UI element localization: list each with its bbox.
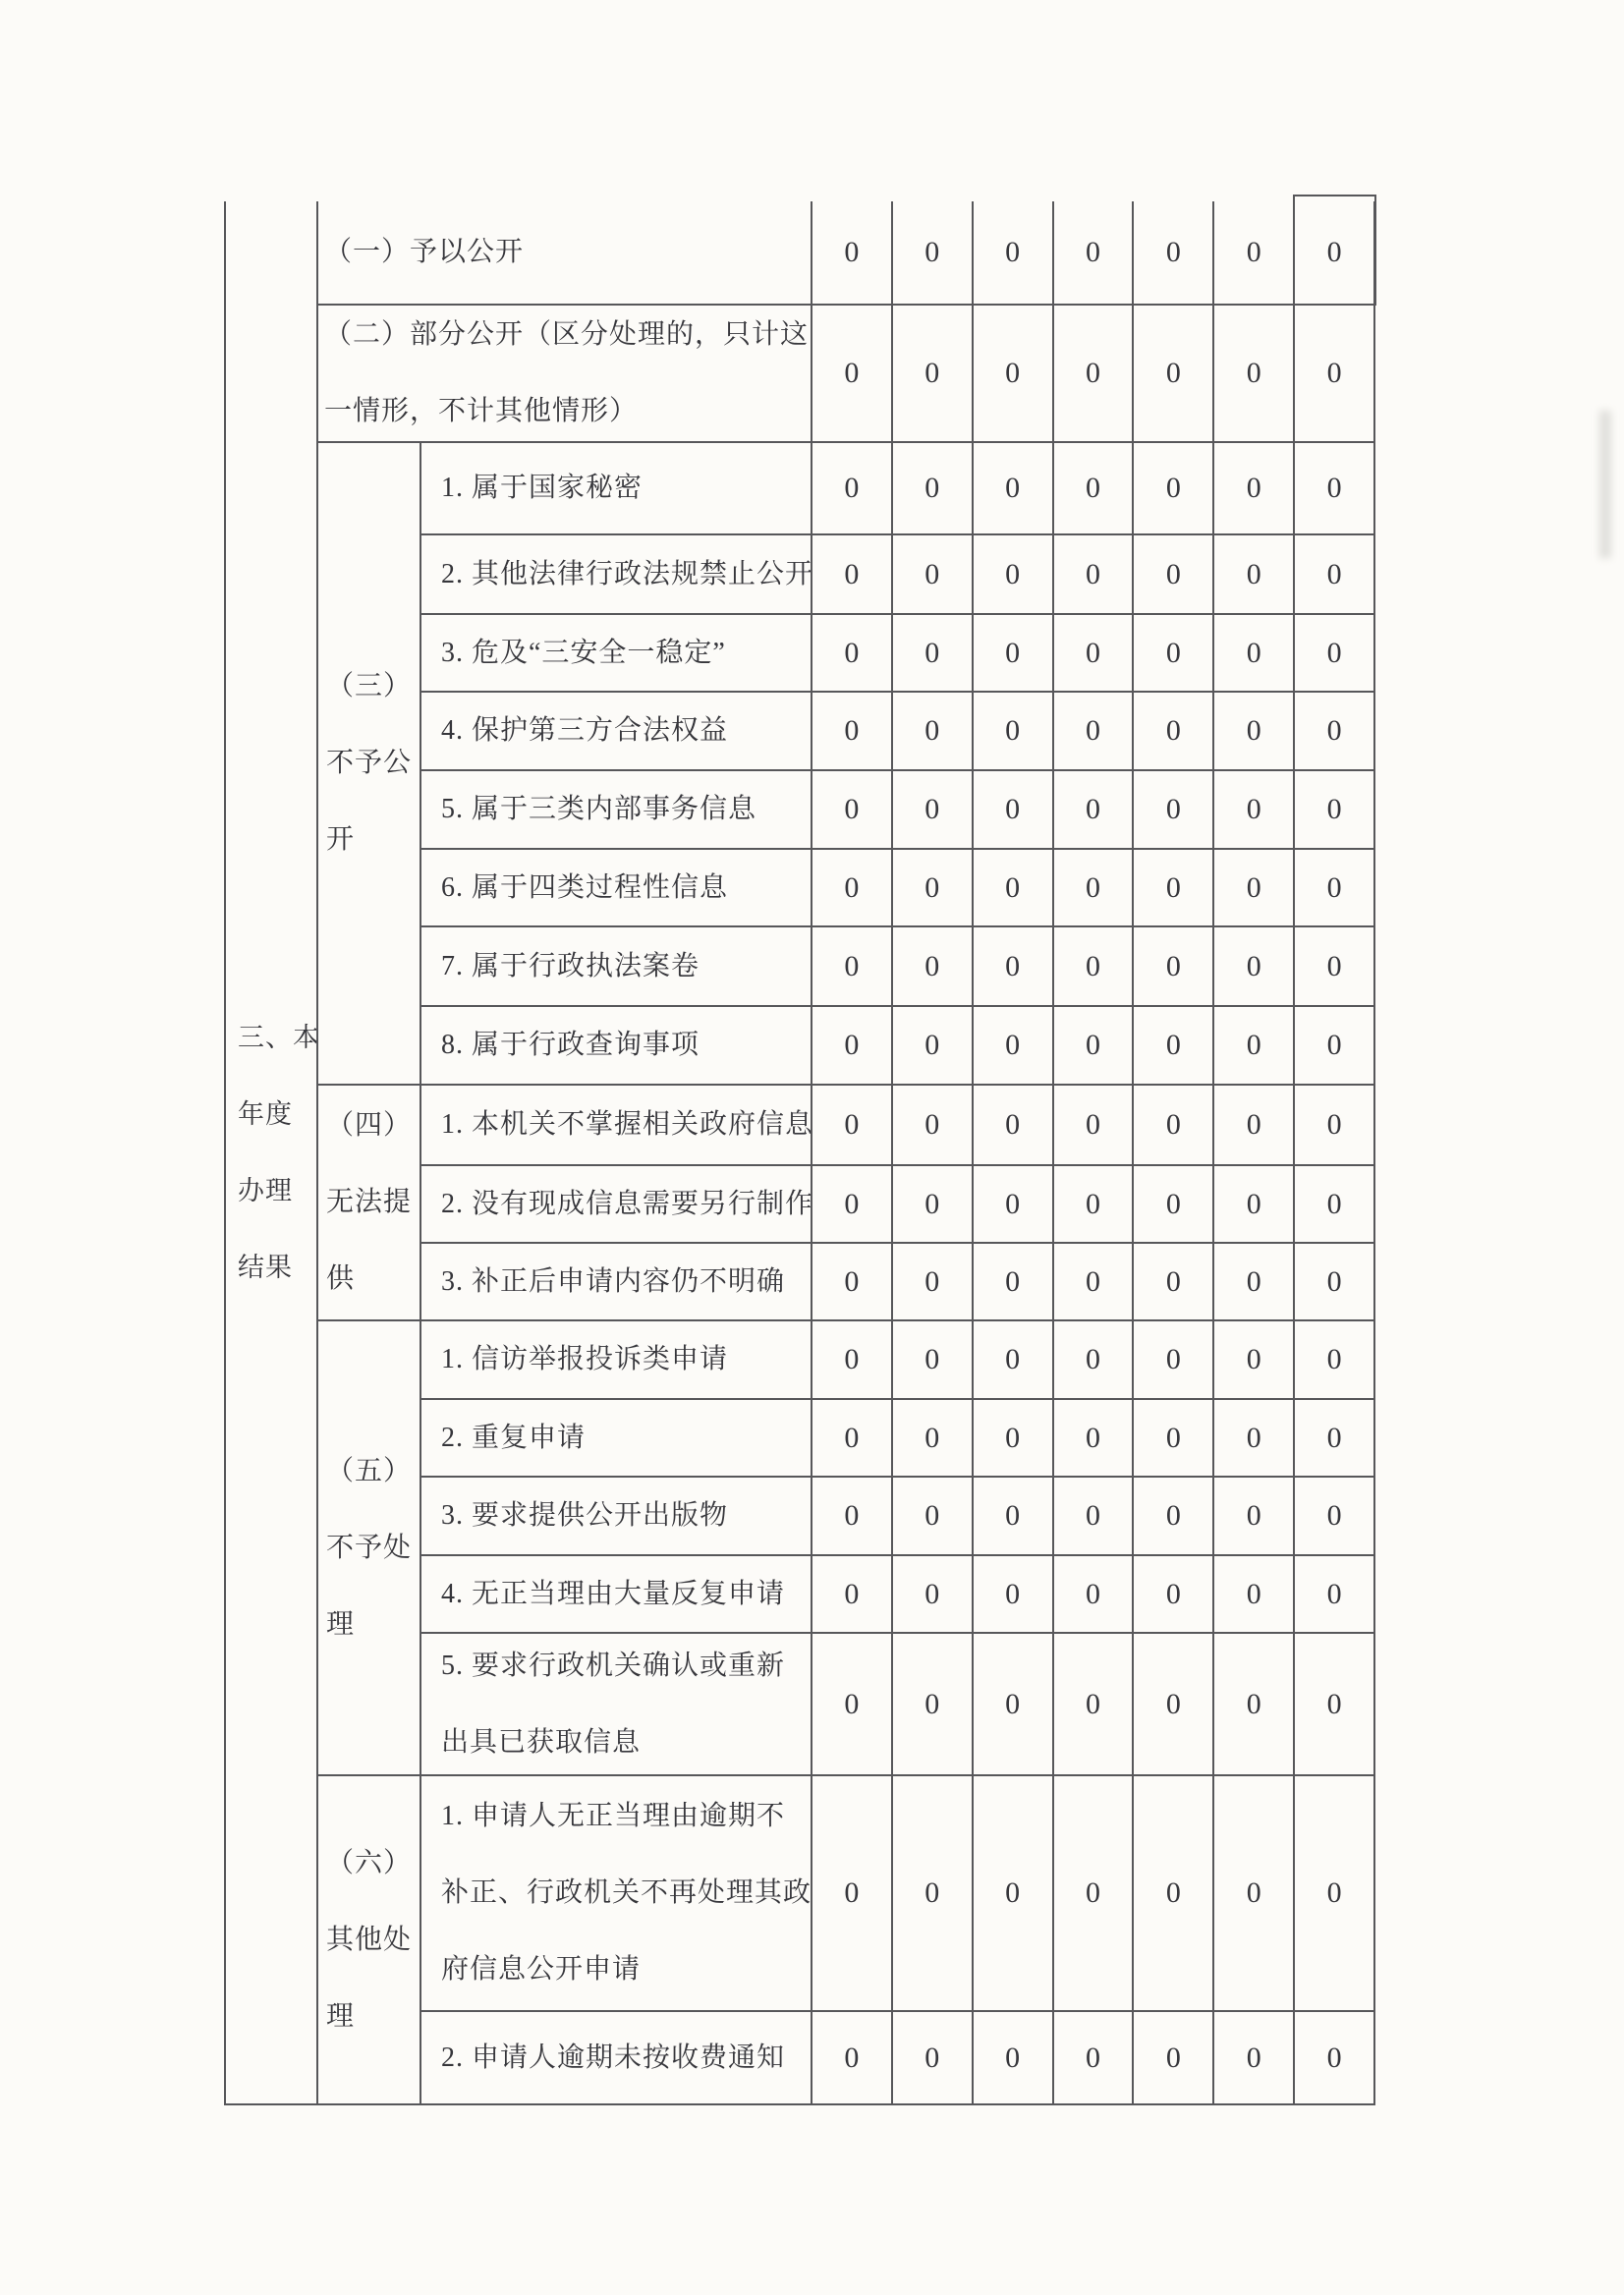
- left-header-line: 办理: [238, 1176, 293, 1205]
- value-cell: 0: [1052, 1084, 1133, 1164]
- value-cell: 0: [811, 304, 891, 441]
- value-cell: 0: [972, 613, 1052, 691]
- category-cell: [316, 441, 420, 1084]
- value-cell: 0: [972, 1476, 1052, 1554]
- value-cell: 0: [972, 1398, 1052, 1476]
- value-cell: 0: [891, 2010, 972, 2103]
- value-cell: 0: [891, 1774, 972, 2010]
- row-label-cell: [420, 1398, 811, 1476]
- row-label-cell: [420, 848, 811, 925]
- value-cell: 0: [1293, 1005, 1373, 1084]
- value-cell: 0: [1212, 1476, 1293, 1554]
- value-cell: 0: [1052, 1774, 1133, 2010]
- value-cell: 0: [1212, 1319, 1293, 1398]
- value-cell: 0: [1052, 691, 1133, 769]
- value-cell: 0: [1132, 1632, 1212, 1774]
- value-cell: 0: [1293, 304, 1373, 441]
- value-cell: 0: [891, 201, 972, 304]
- value-cell: 0: [1052, 1554, 1133, 1632]
- value-cell: 0: [811, 1242, 891, 1319]
- value-cell: 0: [1212, 1632, 1293, 1774]
- value-cell: 0: [891, 769, 972, 848]
- value-cell: 0: [972, 1554, 1052, 1632]
- value-cell: 0: [1052, 441, 1133, 533]
- value-cell: 0: [1132, 1476, 1212, 1554]
- row-label-line: 6. 属于四类过程性信息: [441, 871, 729, 903]
- value-cell: 0: [1212, 304, 1293, 441]
- value-cell: 0: [1293, 1632, 1373, 1774]
- row-label-cell: [420, 1242, 811, 1319]
- row-label-line: 5. 要求行政机关确认或重新: [441, 1650, 786, 1681]
- value-cell: 0: [1293, 769, 1373, 848]
- row-label-cell: [316, 304, 811, 441]
- value-cell: 0: [1052, 925, 1133, 1005]
- value-cell: 0: [1132, 1084, 1212, 1164]
- value-cell: 0: [1052, 1005, 1133, 1084]
- value-cell: 0: [972, 1774, 1052, 2010]
- value-cell: 0: [1132, 769, 1212, 848]
- value-cell: 0: [891, 1319, 972, 1398]
- row-label-line: 1. 属于国家秘密: [441, 473, 644, 503]
- value-cell: 0: [1132, 1242, 1212, 1319]
- value-cell: 0: [891, 1476, 972, 1554]
- value-cell: 0: [891, 691, 972, 769]
- value-cell: 0: [1132, 201, 1212, 304]
- value-cell: 0: [1052, 304, 1133, 441]
- value-cell: 0: [811, 1164, 891, 1242]
- value-cell: 0: [1212, 2010, 1293, 2103]
- category-line: 理: [326, 1608, 356, 1640]
- value-cell: 0: [891, 1005, 972, 1084]
- value-cell: 0: [1212, 691, 1293, 769]
- category-line: 开: [326, 824, 356, 855]
- value-cell: 0: [1293, 848, 1373, 925]
- value-cell: 0: [1212, 1554, 1293, 1632]
- value-cell: 0: [1132, 1164, 1212, 1242]
- value-cell: 0: [1132, 1005, 1212, 1084]
- value-cell: 0: [1132, 613, 1212, 691]
- row-label-line: 1. 信访举报投诉类申请: [441, 1344, 729, 1374]
- row-label-line: 1. 申请人无正当理由逾期不: [441, 1801, 786, 1831]
- value-cell: 0: [1212, 533, 1293, 613]
- value-cell: 0: [1212, 769, 1293, 848]
- value-cell: 0: [1132, 848, 1212, 925]
- row-label-cell: [420, 2010, 811, 2103]
- value-cell: 0: [811, 201, 891, 304]
- value-cell: 0: [1293, 2010, 1373, 2103]
- value-cell: 0: [972, 1319, 1052, 1398]
- value-cell: 0: [1293, 1476, 1373, 1554]
- row-label-line: 出具已获取信息: [441, 1726, 642, 1758]
- row-label-cell: [420, 613, 811, 691]
- value-cell: 0: [1293, 533, 1373, 613]
- value-cell: 0: [972, 769, 1052, 848]
- value-cell: 0: [1293, 1242, 1373, 1319]
- value-cell: 0: [1293, 925, 1373, 1005]
- category-line: 无法提: [326, 1187, 413, 1217]
- row-label-cell: [420, 1005, 811, 1084]
- value-cell: 0: [811, 848, 891, 925]
- row-label-line: 7. 属于行政执法案卷: [441, 950, 700, 981]
- value-cell: 0: [1212, 1005, 1293, 1084]
- category-line: 不予公: [326, 748, 413, 778]
- value-cell: 0: [1293, 1084, 1373, 1164]
- value-cell: 0: [1132, 2010, 1212, 2103]
- row-label-cell: [420, 1084, 814, 1164]
- value-cell: 0: [1212, 1774, 1293, 2010]
- value-cell: 0: [1052, 769, 1133, 848]
- value-cell: 0: [1293, 1319, 1373, 1398]
- value-cell: 0: [1052, 2010, 1133, 2103]
- scan-smudge: [1599, 411, 1611, 558]
- value-cell: 0: [1052, 613, 1133, 691]
- value-cell: 0: [1132, 1319, 1212, 1398]
- value-cell: 0: [1212, 1164, 1293, 1242]
- category-line: （五）: [326, 1455, 413, 1486]
- value-cell: 0: [891, 304, 972, 441]
- value-cell: 0: [972, 1005, 1052, 1084]
- value-cell: 0: [811, 1005, 891, 1084]
- category-line: （六）: [326, 1847, 413, 1878]
- left-header-line: 结果: [238, 1253, 293, 1282]
- row-label-line: 8. 属于行政查询事项: [441, 1030, 700, 1060]
- value-cell: 0: [972, 533, 1052, 613]
- value-cell: 0: [1212, 201, 1293, 304]
- value-cell: 0: [811, 1398, 891, 1476]
- value-cell: 0: [972, 304, 1052, 441]
- value-cell: 0: [972, 1084, 1052, 1164]
- value-cell: 0: [1293, 201, 1373, 304]
- row-label-cell: [420, 1774, 811, 2010]
- value-cell: 0: [1132, 533, 1212, 613]
- value-cell: 0: [811, 1774, 891, 2010]
- value-cell: 0: [1132, 1398, 1212, 1476]
- row-label-line: 4. 保护第三方合法权益: [441, 715, 729, 746]
- value-cell: 0: [972, 2010, 1052, 2103]
- row-label-line: 补正、行政机关不再处理其政: [441, 1877, 812, 1908]
- value-cell: 0: [891, 613, 972, 691]
- value-cell: 0: [811, 1476, 891, 1554]
- value-cell: 0: [1132, 1774, 1212, 2010]
- row-label-line: 3. 要求提供公开出版物: [441, 1500, 729, 1531]
- row-label-line: 府信息公开申请: [441, 1954, 642, 1985]
- value-cell: 0: [1052, 1476, 1133, 1554]
- row-label-cell: [420, 1554, 811, 1632]
- row-label-cell: [420, 769, 811, 848]
- value-cell: 0: [1212, 613, 1293, 691]
- value-cell: 0: [1132, 304, 1212, 441]
- row-label-cell: [316, 201, 811, 304]
- value-cell: 0: [1052, 1164, 1133, 1242]
- left-header-cell: [226, 201, 320, 2103]
- row-label-line: 2. 没有现成信息需要另行制作: [441, 1188, 814, 1219]
- value-cell: 0: [811, 2010, 891, 2103]
- row-label-line: 一情形，不计其他情形）: [324, 396, 639, 426]
- value-cell: 0: [1052, 1319, 1133, 1398]
- value-cell: 0: [891, 1242, 972, 1319]
- row-label-line: （一）予以公开: [324, 237, 525, 267]
- value-cell: 0: [1212, 1398, 1293, 1476]
- category-line: 理: [326, 2000, 356, 2032]
- category-line: （四）: [326, 1110, 413, 1141]
- value-cell: 0: [811, 441, 891, 533]
- value-cell: 0: [1212, 1084, 1293, 1164]
- value-cell: 0: [891, 848, 972, 925]
- row-label-cell: [420, 441, 811, 533]
- row-label-line: 2. 重复申请: [441, 1422, 587, 1453]
- row-label-cell: [420, 533, 814, 613]
- value-cell: 0: [1052, 201, 1133, 304]
- value-cell: 0: [1293, 1164, 1373, 1242]
- value-cell: 0: [811, 1632, 891, 1774]
- category-line: 不予处: [326, 1532, 413, 1563]
- row-label-line: 5. 属于三类内部事务信息: [441, 794, 757, 824]
- results-table: [224, 201, 1375, 2105]
- value-cell: 0: [811, 769, 891, 848]
- value-cell: 0: [1132, 441, 1212, 533]
- value-cell: 0: [972, 201, 1052, 304]
- category-cell: [316, 1084, 420, 1319]
- value-cell: 0: [1293, 441, 1373, 533]
- row-label-cell: [420, 925, 811, 1005]
- value-cell: 0: [1293, 691, 1373, 769]
- value-cell: 0: [1293, 1554, 1373, 1632]
- value-cell: 0: [811, 533, 891, 613]
- row-label-line: 4. 无正当理由大量反复申请: [441, 1578, 786, 1609]
- value-cell: 0: [972, 691, 1052, 769]
- value-cell: 0: [891, 925, 972, 1005]
- value-cell: 0: [891, 1554, 972, 1632]
- value-cell: 0: [811, 1084, 891, 1164]
- value-cell: 0: [891, 1084, 972, 1164]
- row-label-cell: [420, 1476, 811, 1554]
- value-cell: 0: [972, 441, 1052, 533]
- value-cell: 0: [891, 533, 972, 613]
- value-cell: 0: [1132, 691, 1212, 769]
- value-cell: 0: [1293, 1398, 1373, 1476]
- value-cell: 0: [972, 1164, 1052, 1242]
- row-label-line: 1. 本机关不掌握相关政府信息: [441, 1109, 814, 1140]
- value-cell: 0: [972, 925, 1052, 1005]
- row-label-cell: [420, 1319, 811, 1398]
- value-cell: 0: [1293, 613, 1373, 691]
- row-label-line: （二）部分公开（区分处理的，只计这: [324, 319, 810, 350]
- category-line: 其他处: [326, 1924, 413, 1955]
- category-line: 供: [326, 1263, 356, 1294]
- row-label-line: 2. 其他法律行政法规禁止公开: [441, 558, 814, 589]
- row-label-line: 3. 危及“三安全一稳定”: [441, 637, 726, 668]
- value-cell: 0: [1293, 1774, 1373, 2010]
- row-label-line: 3. 补正后申请内容仍不明确: [441, 1265, 786, 1297]
- value-cell: 0: [891, 441, 972, 533]
- value-cell: 0: [1052, 848, 1133, 925]
- row-label-cell: [420, 691, 811, 769]
- value-cell: 0: [1132, 1554, 1212, 1632]
- value-cell: 0: [1212, 925, 1293, 1005]
- value-cell: 0: [972, 848, 1052, 925]
- value-cell: 0: [972, 1632, 1052, 1774]
- value-cell: 0: [811, 1319, 891, 1398]
- value-cell: 0: [1212, 848, 1293, 925]
- row-label-cell: [420, 1632, 811, 1774]
- value-cell: 0: [1212, 1242, 1293, 1319]
- category-cell: [316, 1774, 420, 2103]
- value-cell: 0: [811, 691, 891, 769]
- value-cell: 0: [811, 613, 891, 691]
- value-cell: 0: [811, 1554, 891, 1632]
- value-cell: 0: [811, 925, 891, 1005]
- left-header-line: 年度: [238, 1099, 293, 1129]
- value-cell: 0: [1132, 925, 1212, 1005]
- value-cell: 0: [891, 1398, 972, 1476]
- value-cell: 0: [1052, 1632, 1133, 1774]
- value-cell: 0: [1052, 533, 1133, 613]
- row-label-cell: [420, 1164, 814, 1242]
- value-cell: 0: [891, 1632, 972, 1774]
- value-cell: 0: [1212, 441, 1293, 533]
- value-cell: 0: [972, 1242, 1052, 1319]
- row-label-line: 2. 申请人逾期未按收费通知: [441, 2042, 786, 2073]
- value-cell: 0: [1052, 1242, 1133, 1319]
- value-cell: 0: [1052, 1398, 1133, 1476]
- category-line: （三）: [326, 671, 413, 701]
- category-cell: [316, 1319, 420, 1774]
- left-header-line: 三、本: [238, 1023, 320, 1052]
- value-cell: 0: [891, 1164, 972, 1242]
